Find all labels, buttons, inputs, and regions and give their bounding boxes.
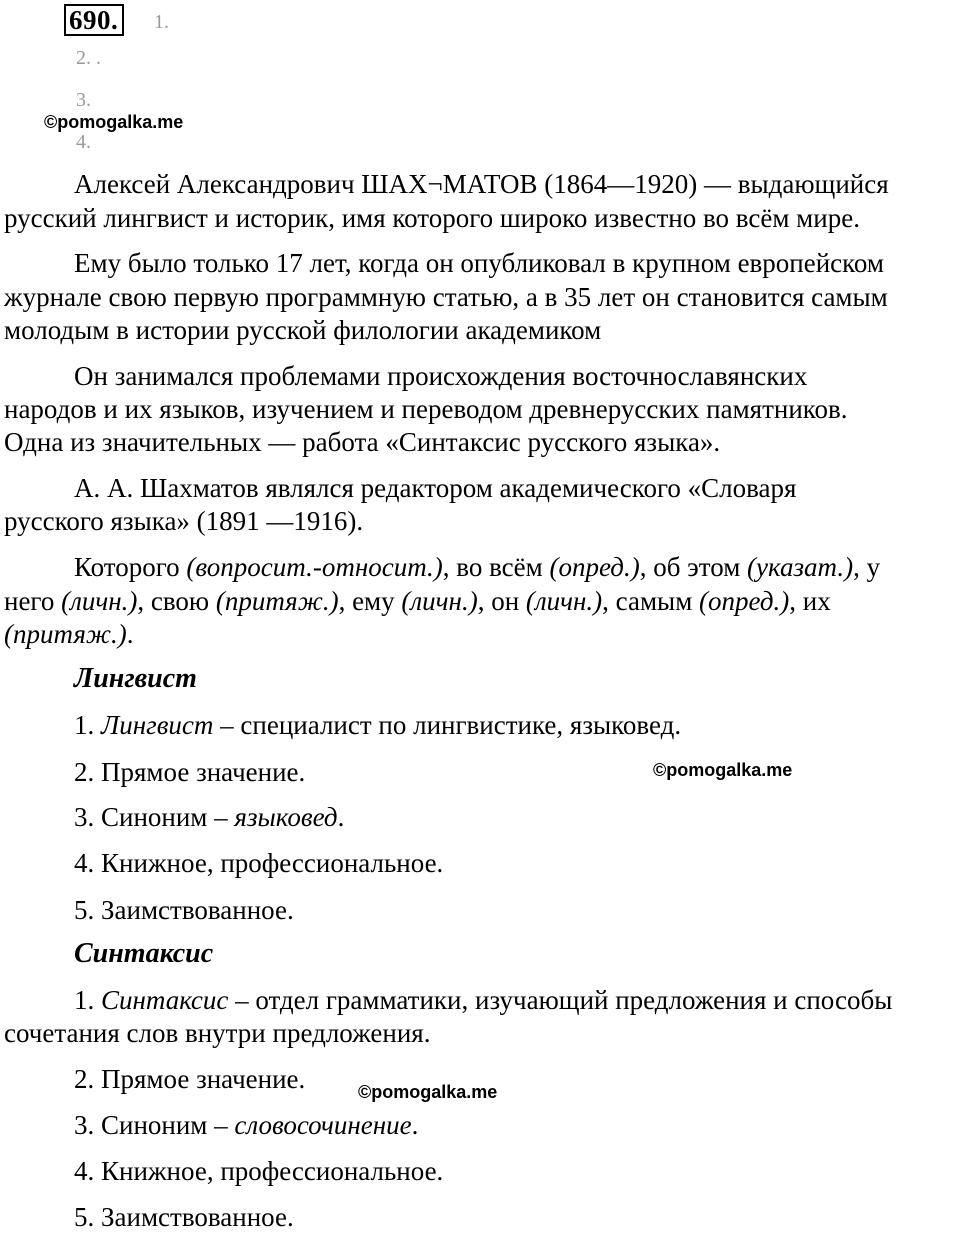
pronoun-word: него — [4, 586, 55, 616]
pronoun-word: , он — [477, 586, 520, 616]
pronoun-type: (личн.) — [61, 586, 138, 616]
pronoun-word: , ему — [338, 586, 395, 616]
paragraph-1-line-1: Алексей Александрович ШАХ¬МАТОВ (1864—1920) — выдающийся — [74, 169, 889, 199]
sub-number-2: 2. . — [76, 47, 101, 69]
lingvist-item-4: 4. Книжное, профессиональное. — [74, 848, 444, 878]
section-heading-lingvist: Лингвист — [74, 663, 197, 694]
watermark: ©pomogalka.me — [358, 1082, 498, 1102]
pronoun-analysis-line-1 — [74, 551, 880, 583]
paragraph-3-line-3: Одна из значительных — работа «Синтаксис русского языка». — [4, 427, 721, 457]
paragraph-1-line-2: русский лингвист и историк, имя которого широко известно во всём мире. — [4, 203, 860, 233]
paragraph-4-line-1: А. А. Шахматов являлся редактором академического «Словаря — [74, 473, 797, 503]
exercise-number: 690. — [64, 4, 124, 36]
pronoun-type: (опред.) — [549, 552, 640, 582]
pronoun-word: , об этом — [639, 552, 741, 582]
sintaksis-item-4: 4. Книжное, профессиональное. — [74, 1156, 444, 1186]
sintaksis-item-2: 2. Прямое значение. — [74, 1064, 306, 1094]
synonym: словосочинение — [234, 1110, 412, 1140]
pronoun-word: , у — [853, 552, 881, 582]
pronoun-analysis-line-3: (притяж.). — [4, 619, 134, 649]
pronoun-type: (указат.) — [747, 552, 854, 582]
pronoun-word: Которого — [74, 552, 180, 582]
pronoun-type: (личн.) — [401, 586, 478, 616]
term: Лингвист — [101, 710, 214, 740]
lingvist-item-2: 2. Прямое значение. — [74, 757, 306, 787]
lingvist-item-1: 1. Лингвист – специалист по лингвистике, языковед. — [74, 710, 682, 740]
sub-number-1: 1. — [154, 11, 169, 33]
paragraph-2-line-2: журнале свою первую программную статью, а в 35 лет он становится самым — [4, 282, 888, 312]
sintaksis-item-1-line-1: 1. Синтаксис – отдел грамматики, изучающий предложения и способы — [74, 985, 893, 1015]
sub-number-3: 3. — [76, 89, 91, 111]
paragraph-2-line-1: Ему было только 17 лет, когда он опубликовал в крупном европейском — [74, 248, 884, 278]
term: Синтаксис — [101, 985, 229, 1015]
pronoun-type: (личн.) — [525, 586, 603, 616]
lingvist-item-5: 5. Заимствованное. — [74, 895, 294, 925]
section-heading-sintaksis: Синтаксис — [74, 938, 214, 969]
paragraph-4-line-2: русского языка» (1891 —1916). — [4, 506, 364, 536]
paragraph-2-line-3: молодым в истории русской филологии академиком — [4, 315, 602, 345]
pronoun-type: (притяж.) — [215, 586, 339, 616]
paragraph-3-line-2: народов и их языков, изучением и переводом древнерусских памятников. — [4, 394, 848, 424]
pronoun-analysis-line-2 — [4, 585, 831, 617]
sintaksis-item-5: 5. Заимствованное. — [74, 1202, 294, 1232]
pronoun-type: (опред.) — [699, 586, 790, 616]
pronoun-word: , во всём — [442, 552, 543, 582]
sintaksis-item-3: 3. Синоним – словосочинение. — [74, 1110, 419, 1140]
pronoun-type: (притяж.) — [4, 619, 127, 649]
sub-number-4: 4. — [76, 131, 91, 153]
watermark: ©pomogalka.me — [44, 112, 184, 132]
pronoun-word: , их — [789, 586, 831, 616]
pronoun-word: , свою — [137, 586, 210, 616]
sintaksis-item-1-line-2: сочетания слов внутри предложения. — [4, 1018, 431, 1048]
pronoun-word: , самым — [602, 586, 693, 616]
lingvist-item-3: 3. Синоним – языковед. — [74, 802, 345, 832]
watermark: ©pomogalka.me — [653, 760, 793, 780]
pronoun-type: (вопросит.-относит.) — [186, 552, 443, 582]
paragraph-3-line-1: Он занимался проблемами происхождения восточнославянских — [74, 361, 808, 391]
synonym: языковед — [234, 802, 338, 832]
